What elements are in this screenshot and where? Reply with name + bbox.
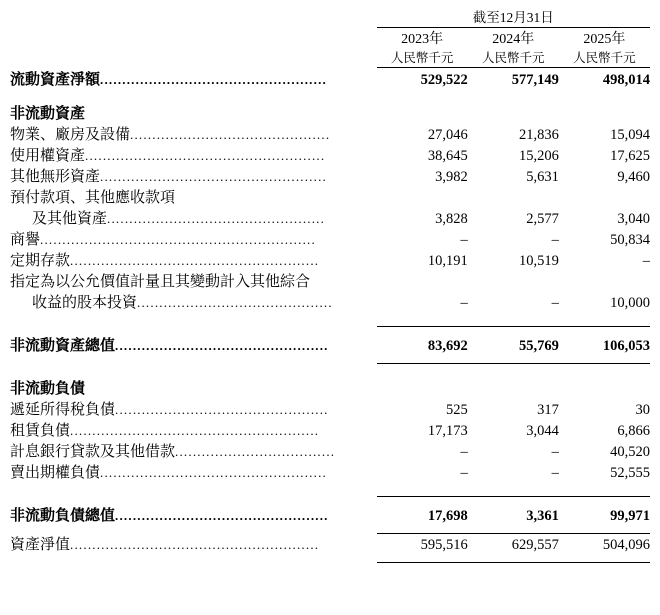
row-spacer-small	[10, 355, 650, 362]
year-2023: 2023年	[401, 32, 444, 47]
row-label-text: 計息銀行貸款及其他借款	[10, 443, 176, 460]
row-label-text: 及其他資產	[32, 210, 108, 227]
row-label	[10, 461, 377, 482]
row-value-2023年	[377, 102, 468, 123]
row-label-text: 定期存款	[10, 252, 71, 269]
leader-dots: ................................................	[115, 337, 329, 353]
row-label-text: 收益的股本投資	[32, 294, 138, 311]
row-value-2025年: 99,971	[610, 507, 650, 524]
row-label	[10, 270, 377, 291]
row-value-2023年: –	[460, 294, 468, 311]
year-blank	[10, 28, 377, 49]
row-label-text: 非流動資產總值	[10, 337, 116, 354]
row-value-2025年: 50,834	[610, 231, 650, 248]
row-value-2025年: –	[642, 252, 650, 269]
row-label-text: 物業、廠房及設備	[10, 126, 131, 143]
table-row	[10, 440, 650, 461]
row-label	[10, 68, 377, 89]
row-value-2025年	[559, 377, 650, 398]
year-header-row	[10, 28, 650, 49]
row-value-2024年: 5,631	[526, 168, 559, 185]
row-value-2024年: 3,044	[526, 422, 559, 439]
row-value-2023年: 38,645	[427, 147, 468, 164]
row-spacer	[10, 482, 650, 495]
row-value-2024年: 55,769	[518, 337, 559, 354]
period-header-row	[10, 6, 650, 26]
leader-dots: .............................................	[130, 126, 331, 142]
row-value-2025年: 504,096	[602, 537, 650, 553]
row-label-text: 非流動負債	[10, 380, 86, 397]
leader-dots: ........................................................	[70, 422, 320, 438]
row-label	[10, 123, 377, 144]
row-value-2025年: 30	[635, 401, 650, 418]
row-value-2025年: 10,000	[610, 294, 650, 311]
period-label: 截至12月31日	[472, 10, 554, 25]
row-label-text: 賣出期權負債	[10, 464, 101, 481]
row-spacer-small	[10, 554, 650, 561]
row-value-2023年: –	[460, 443, 468, 460]
table-body	[10, 68, 650, 563]
row-value-2023年: 17,173	[427, 422, 468, 439]
row-spacer	[10, 363, 650, 377]
row-value-2023年: 595,516	[420, 537, 468, 553]
year-2025: 2025年	[583, 32, 626, 47]
row-label	[10, 249, 377, 270]
table-row	[10, 165, 650, 186]
unit-blank	[10, 48, 377, 66]
row-value-2025年: 6,866	[617, 422, 650, 439]
row-value-2023年	[377, 270, 468, 291]
row-value-2024年: 317	[537, 401, 559, 418]
table-row	[10, 186, 650, 207]
row-value-2023年: 27,046	[427, 126, 468, 143]
row-label	[10, 533, 377, 554]
row-value-2023年: –	[460, 231, 468, 248]
row-value-2025年	[559, 102, 650, 123]
table-row	[10, 68, 650, 89]
table-row	[10, 270, 650, 291]
row-value-2023年: 3,982	[435, 168, 468, 185]
table-row	[10, 228, 650, 249]
leader-dots: ................................................	[115, 507, 329, 523]
row-value-2025年: 9,460	[617, 168, 650, 185]
table-row	[10, 533, 650, 554]
row-value-2025年	[559, 270, 650, 291]
leader-dots: ......................................................	[85, 147, 326, 163]
row-value-2023年: 10,191	[427, 252, 468, 269]
row-value-2023年	[377, 186, 468, 207]
row-value-2024年: –	[551, 464, 559, 481]
row-value-2023年: 3,828	[435, 210, 468, 227]
row-value-2023年: –	[460, 464, 468, 481]
row-label-text: 非流動資產	[10, 105, 86, 122]
table-row	[10, 249, 650, 270]
row-label-text: 流動資產淨額	[10, 71, 101, 88]
unit-2023: 人民幣千元	[390, 51, 454, 65]
row-label-text: 商譽	[10, 231, 41, 248]
row-label	[10, 165, 377, 186]
leader-dots: ........................................................	[70, 537, 320, 552]
unit-2025: 人民幣千元	[573, 51, 636, 65]
table-row	[10, 398, 650, 419]
row-spacer-small	[10, 525, 650, 532]
row-label	[10, 291, 377, 312]
row-label-text: 遞延所得稅負債	[10, 401, 116, 418]
row-spacer-small	[10, 496, 650, 504]
table-row	[10, 419, 650, 440]
row-value-2023年: 17,698	[427, 507, 468, 524]
table-header	[10, 6, 650, 68]
row-label-text: 資產淨值	[10, 537, 71, 553]
unit-header-row	[10, 48, 650, 66]
row-label-text: 其他無形資產	[10, 168, 101, 185]
row-label	[10, 186, 377, 207]
table-row	[10, 207, 650, 228]
leader-dots: ........................................................	[70, 252, 320, 268]
leader-dots: ............................................	[137, 294, 333, 310]
row-value-2023年: 529,522	[420, 71, 468, 88]
row-value-2025年	[559, 186, 650, 207]
row-spacer	[10, 312, 650, 325]
row-value-2024年: –	[551, 231, 559, 248]
row-value-2024年	[468, 270, 559, 291]
row-rule-below	[10, 561, 650, 563]
leader-dots: ...................................................	[100, 71, 327, 87]
row-value-2023年	[377, 377, 468, 398]
year-2024: 2024年	[492, 32, 535, 47]
row-value-2025年: 3,040	[617, 210, 650, 227]
row-label	[10, 228, 377, 249]
row-value-2024年: –	[551, 443, 559, 460]
row-value-2023年: 525	[445, 401, 468, 418]
row-value-2024年: 21,836	[518, 126, 559, 143]
row-value-2024年: 577,149	[511, 71, 559, 88]
row-value-2025年: 15,094	[610, 126, 650, 143]
leader-dots: ..............................................................	[40, 231, 316, 247]
leader-dots: ...................................................	[100, 168, 327, 184]
row-value-2024年	[468, 377, 559, 398]
row-label	[10, 440, 377, 461]
row-label-text: 使用權資產	[10, 147, 86, 164]
row-spacer-small	[10, 326, 650, 334]
row-label	[10, 419, 377, 440]
row-label-text: 非流動負債總值	[10, 507, 116, 524]
row-value-2024年: 3,361	[526, 507, 559, 524]
row-spacer	[10, 89, 650, 102]
row-value-2024年: 2,577	[526, 210, 559, 227]
leader-dots: .................................................	[107, 210, 326, 226]
row-label	[10, 398, 377, 419]
row-label	[10, 334, 377, 355]
row-value-2025年: 52,555	[610, 464, 650, 481]
leader-dots: ...................................................	[100, 464, 327, 480]
table-row	[10, 504, 650, 525]
row-label	[10, 504, 377, 525]
row-value-2025年: 17,625	[610, 147, 650, 164]
row-value-2024年	[468, 186, 559, 207]
row-value-2024年: 10,519	[518, 252, 559, 269]
row-value-2025年: 106,053	[602, 337, 650, 354]
row-label	[10, 377, 377, 398]
row-value-2024年: –	[551, 294, 559, 311]
row-label-text: 指定為以公允價值計量且其變動計入其他綜合	[10, 273, 311, 290]
row-value-2025年: 498,014	[602, 71, 650, 88]
table-row	[10, 291, 650, 312]
table-row	[10, 144, 650, 165]
table-row	[10, 377, 650, 398]
row-label-text: 預付款項、其他應收款項	[10, 189, 176, 206]
row-value-2023年: 83,692	[427, 337, 468, 354]
financial-table	[10, 6, 650, 563]
row-label-text: 租賃負債	[10, 422, 71, 439]
row-value-2025年: 40,520	[610, 443, 650, 460]
table-row	[10, 461, 650, 482]
row-value-2024年	[468, 102, 559, 123]
row-value-2024年: 15,206	[518, 147, 559, 164]
unit-2024: 人民幣千元	[482, 51, 545, 65]
table-row	[10, 123, 650, 144]
row-label	[10, 207, 377, 228]
header-blank	[10, 6, 377, 26]
table-row	[10, 102, 650, 123]
row-label	[10, 144, 377, 165]
row-label	[10, 102, 377, 123]
row-value-2024年: 629,557	[511, 537, 559, 553]
table-row	[10, 334, 650, 355]
leader-dots: ................................................	[115, 401, 329, 417]
leader-dots: ....................................	[175, 443, 336, 459]
